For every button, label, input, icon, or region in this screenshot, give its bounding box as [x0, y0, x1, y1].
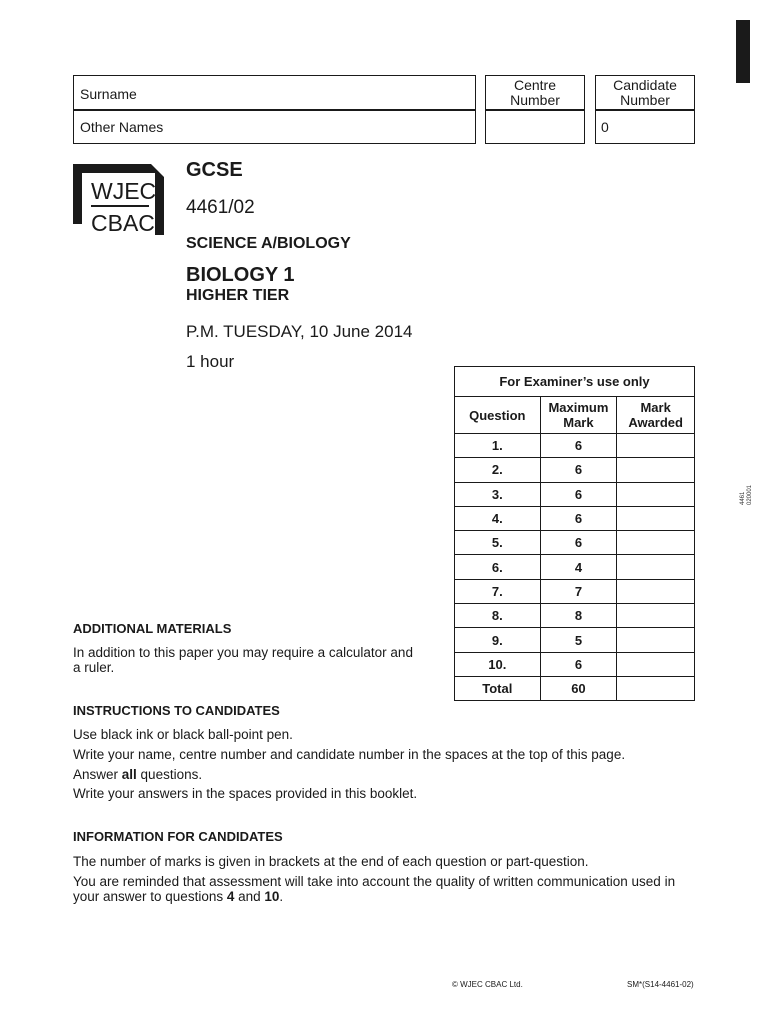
instruction-text: questions. [136, 767, 203, 782]
max-mark: 6 [540, 506, 617, 530]
information-text: and [234, 889, 265, 904]
instruction-emphasis: all [121, 767, 137, 782]
question-number: 9. [455, 628, 541, 652]
table-row [455, 434, 695, 458]
max-mark: 7 [540, 579, 617, 603]
max-mark: 8 [540, 604, 617, 628]
exam-duration: 1 hour [186, 352, 235, 371]
table-row [455, 506, 695, 530]
question-number: 1. [455, 434, 541, 458]
max-mark: 6 [540, 458, 617, 482]
surname-field[interactable] [190, 77, 474, 108]
col-max-mark-header: Maximum Mark [540, 397, 617, 434]
max-mark: 6 [540, 434, 617, 458]
information-text: . [279, 889, 284, 904]
instructions-title: INSTRUCTIONS TO CANDIDATES [73, 703, 280, 718]
additional-materials-title: ADDITIONAL MATERIALS [73, 621, 232, 636]
centre-number-field[interactable] [487, 111, 583, 142]
question-number: 5. [455, 531, 541, 555]
instruction-line [73, 767, 202, 782]
additional-materials-text: In addition to this paper you may require a calculator and a ruler. [73, 645, 413, 675]
side-code-line1: 4461 [740, 491, 746, 505]
total-label: Total [455, 676, 541, 700]
total-row [455, 676, 695, 700]
corner-registration-mark [736, 20, 750, 83]
examiner-table-title: For Examiner’s use only [455, 367, 695, 397]
total-mark-awarded-cell[interactable] [617, 676, 695, 700]
candidate-number-value[interactable]: 0 [601, 119, 609, 135]
mark-awarded-cell[interactable] [617, 458, 695, 482]
subject-title: SCIENCE A/BIOLOGY [186, 235, 351, 252]
information-title: INFORMATION FOR CANDIDATES [73, 829, 283, 844]
mark-awarded-cell[interactable] [617, 579, 695, 603]
max-mark: 6 [540, 652, 617, 676]
col-question-header: Question [455, 397, 541, 434]
question-number: 8. [455, 604, 541, 628]
question-number: 7. [455, 579, 541, 603]
table-row [455, 555, 695, 579]
max-mark: 6 [540, 482, 617, 506]
table-row [455, 531, 695, 555]
col-mark-awarded-header: Mark Awarded [617, 397, 695, 434]
table-row [455, 652, 695, 676]
centre-number-label: Centre Number [510, 77, 560, 108]
information-emphasis: 4 [226, 889, 235, 904]
question-number: 2. [455, 458, 541, 482]
total-max-mark: 60 [540, 676, 617, 700]
logo-line1: WJEC [91, 178, 157, 204]
table-row [455, 604, 695, 628]
side-code [740, 485, 754, 505]
paper-title: BIOLOGY 1 [186, 264, 295, 286]
mark-awarded-cell[interactable] [617, 506, 695, 530]
logo-rule [91, 205, 149, 207]
max-mark: 6 [540, 531, 617, 555]
information-line: The number of marks is given in brackets at the end of each question or part-question. [73, 854, 589, 869]
instruction-text: Answer [73, 767, 122, 782]
wjec-cbac-logo [73, 164, 164, 235]
other-names-field[interactable] [190, 111, 474, 142]
question-number: 3. [455, 482, 541, 506]
instruction-line: Write your name, centre number and candidate number in the spaces at the top of this page. [73, 747, 626, 762]
other-names-label: Other Names [80, 119, 164, 135]
instruction-line: Use black ink or black ball-point pen. [73, 727, 293, 742]
instruction-line: Write your answers in the spaces provided in this booklet. [73, 786, 418, 801]
question-number: 4. [455, 506, 541, 530]
table-row [455, 579, 695, 603]
information-line [73, 874, 703, 904]
qualification-title: GCSE [186, 159, 243, 181]
side-code-line2: 020001 [747, 484, 753, 505]
surname-label: Surname [80, 86, 137, 102]
tier-label: HIGHER TIER [186, 287, 290, 304]
mark-awarded-cell[interactable] [617, 652, 695, 676]
table-row [455, 628, 695, 652]
examiner-table [454, 366, 695, 701]
table-row [455, 458, 695, 482]
max-mark: 5 [540, 628, 617, 652]
document-reference: SM*(S14-4461-02) [627, 980, 694, 989]
max-mark: 4 [540, 555, 617, 579]
candidate-number-label: Candidate Number [613, 77, 677, 108]
exam-date: P.M. TUESDAY, 10 June 2014 [186, 322, 413, 341]
logo-line2: CBAC [91, 210, 155, 235]
information-emphasis: 10 [264, 889, 280, 904]
copyright: © WJEC CBAC Ltd. [452, 980, 523, 989]
mark-awarded-cell[interactable] [617, 434, 695, 458]
question-number: 6. [455, 555, 541, 579]
paper-code: 4461/02 [186, 197, 255, 218]
mark-awarded-cell[interactable] [617, 482, 695, 506]
candidate-number-divider [595, 109, 695, 111]
mark-awarded-cell[interactable] [617, 531, 695, 555]
mark-awarded-cell[interactable] [617, 555, 695, 579]
information-text: You are reminded that assessment will take into account the quality of written communication used in your answer to questions [73, 874, 676, 904]
mark-awarded-cell[interactable] [617, 604, 695, 628]
table-row [455, 482, 695, 506]
mark-awarded-cell[interactable] [617, 628, 695, 652]
question-number: 10. [455, 652, 541, 676]
